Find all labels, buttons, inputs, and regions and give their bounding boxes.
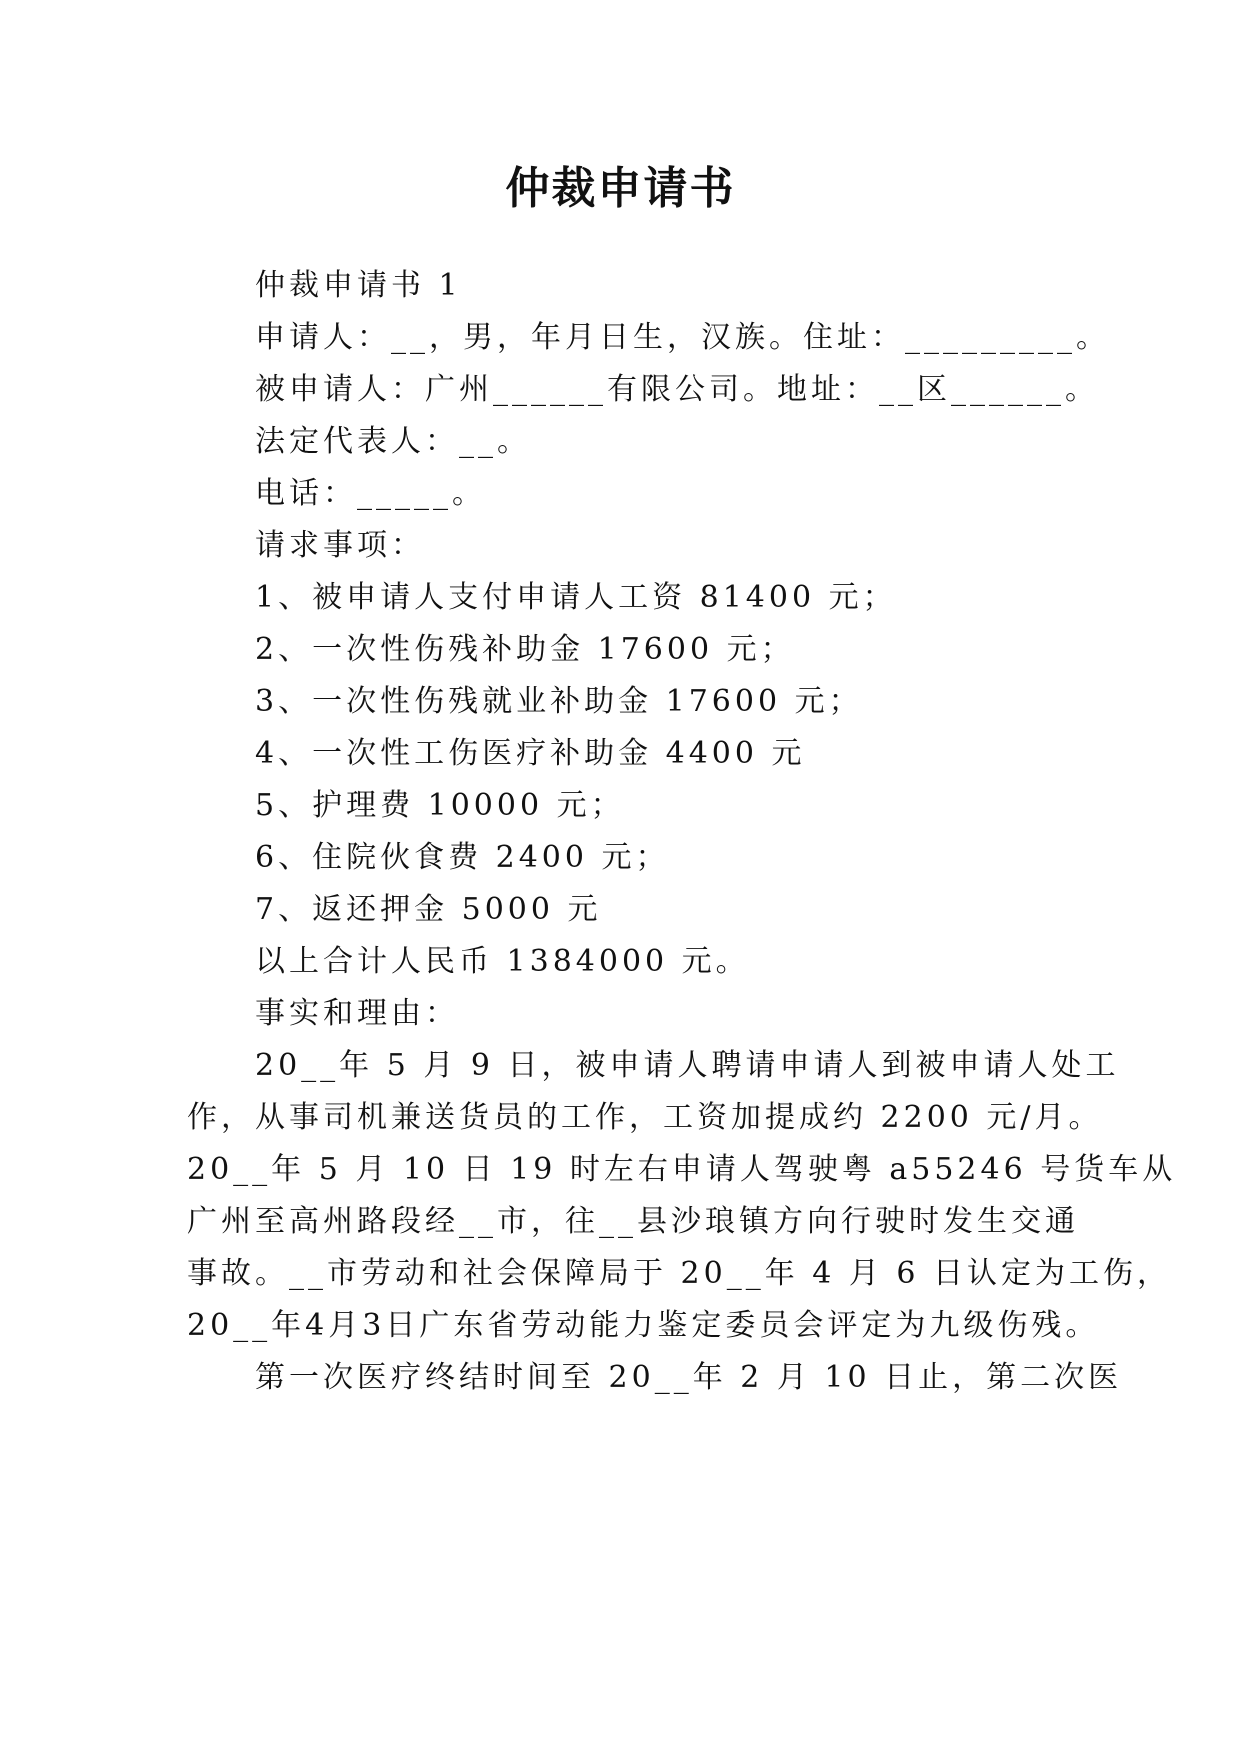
phone-line: 电话：_____。 xyxy=(255,476,486,511)
claim-item: 7、返还押金 5000 元 xyxy=(255,892,602,927)
claim-item: 2、一次性伤残补助金 17600 元； xyxy=(255,632,795,667)
claims-heading: 请求事项： xyxy=(255,528,425,563)
claim-item: 5、护理费 10000 元； xyxy=(255,788,625,823)
facts-line: 作，从事司机兼送货员的工作，工资加提成约 2200 元/月。 xyxy=(187,1100,1103,1135)
claim-item: 4、一次性工伤医疗补助金 4400 元 xyxy=(255,736,806,771)
document-title: 仲裁申请书 xyxy=(505,163,736,214)
facts-heading: 事实和理由： xyxy=(255,996,459,1031)
facts-line-last: 第一次医疗终结时间至 20__年 2 月 10 日止，第二次医 xyxy=(255,1360,1123,1395)
legal-rep-line: 法定代表人：__。 xyxy=(255,424,531,459)
facts-line: 事故。__市劳动和社会保障局于 20__年 4 月 6 日认定为工伤， xyxy=(187,1256,1172,1291)
facts-line: 20__年 5 月 9 日，被申请人聘请申请人到被申请人处工 xyxy=(255,1048,1120,1083)
total-line: 以上合计人民币 1384000 元。 xyxy=(255,944,750,979)
respondent-line: 被申请人：广州______有限公司。地址：__区______。 xyxy=(255,372,1099,407)
claim-item: 1、被申请人支付申请人工资 81400 元； xyxy=(255,580,897,615)
facts-line: 广州至高州路段经__市，往__县沙琅镇方向行驶时发生交通 xyxy=(187,1204,1079,1239)
applicant-line: 申请人：__，男，年月日生，汉族。住址：_________。 xyxy=(255,320,1110,355)
claim-item: 3、一次性伤残就业补助金 17600 元； xyxy=(255,684,863,719)
facts-line: 20__年 5 月 10 日 19 时左右申请人驾驶粤 a55246 号货车从 xyxy=(187,1152,1177,1187)
facts-line: 20__年4月3日广东省劳动能力鉴定委员会评定为九级伤残。 xyxy=(187,1308,1100,1343)
document-heading: 仲裁申请书 1 xyxy=(255,268,462,303)
claim-item: 6、住院伙食费 2400 元； xyxy=(255,840,670,875)
